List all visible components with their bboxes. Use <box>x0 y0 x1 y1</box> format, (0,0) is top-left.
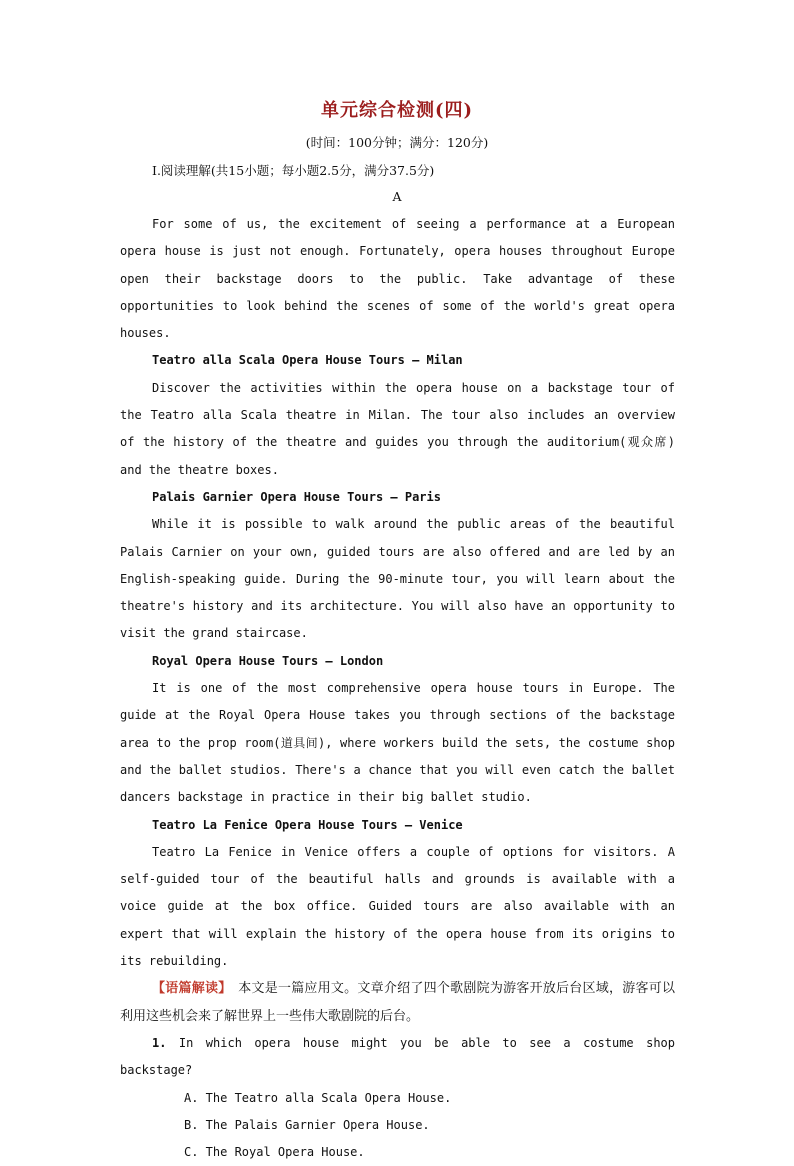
tour-text-milan: Discover the activities within the opera house on a backstage tour of the Teatro alla Scala theatre in Milan. The tour also includes an overview of the history of the theatre and guides you through the auditorium(观众席) and the theatre boxes. <box>120 380 675 477</box>
tour-heading-london: Royal Opera House Tours — London <box>152 653 384 668</box>
option-c: C. The Royal Opera House. <box>184 1145 365 1160</box>
analysis-text: 本文是一篇应用文。文章介绍了四个歌剧院为游客开放后台区域，游客可以利用这些机会来了解世界上一些伟大歌剧院的后台。 <box>120 981 675 1024</box>
question-1 <box>120 1030 675 1085</box>
question-number: 1. <box>152 1035 167 1050</box>
analysis-tag: 【语篇解读】 <box>152 981 225 997</box>
passage-body <box>120 211 675 1166</box>
option-a: A. The Teatro alla Scala Opera House. <box>184 1090 452 1105</box>
tour-text-paris: While it is possible to walk around the public areas of the beautiful Palais Carnier on your own, guided tours are also offered and are led by an English-speaking guide. During the 90-minute tour, you will learn about the theatre's history and its architecture. You will also have an opportunity to visit the grand staircase. <box>120 517 675 641</box>
tour-heading-milan: Teatro alla Scala Opera House Tours — Milan <box>152 353 463 368</box>
exam-info: (时间：100分钟；满分：120分) <box>305 135 489 150</box>
tour-heading-paris: Palais Garnier Opera House Tours — Paris <box>152 489 441 504</box>
page-title: 单元综合检测(四) <box>320 100 474 121</box>
passage-label: A <box>392 189 402 204</box>
option-b: B. The Palais Garnier Opera House. <box>184 1117 430 1132</box>
tour-heading-venice: Teatro La Fenice Opera House Tours — Venice <box>152 817 463 832</box>
section-heading: Ⅰ.阅读理解(共15小题；每小题2.5分，满分37.5分) <box>152 163 435 178</box>
passage-analysis <box>120 975 675 1030</box>
intro-paragraph: For some of us, the excitement of seeing a performance at a European opera house is just not enough. Fortunately, opera houses throughout Europe open their backstage doors to the public. Take advantage of these opportunities to look behind the scenes of some of the world's great opera houses. <box>120 217 675 341</box>
tour-text-london: It is one of the most comprehensive opera house tours in Europe. The guide at the Royal Opera House takes you through sections of the backstage area to the prop room(道具间), where workers build the sets, the costume shop and the ballet studios. There's a chance that you will even catch the ballet dancers backstage in practice in their big ballet studio. <box>120 681 675 805</box>
tour-text-venice: Teatro La Fenice in Venice offers a couple of options for visitors. A self-guided tour of the beautiful halls and grounds is available with a voice guide at the box office. Guided tours are also available with an expert that will explain the history of the opera house from its origins to its rebuilding. <box>120 844 675 969</box>
question-text: In which opera house might you be able to see a costume shop backstage? <box>120 1035 675 1078</box>
